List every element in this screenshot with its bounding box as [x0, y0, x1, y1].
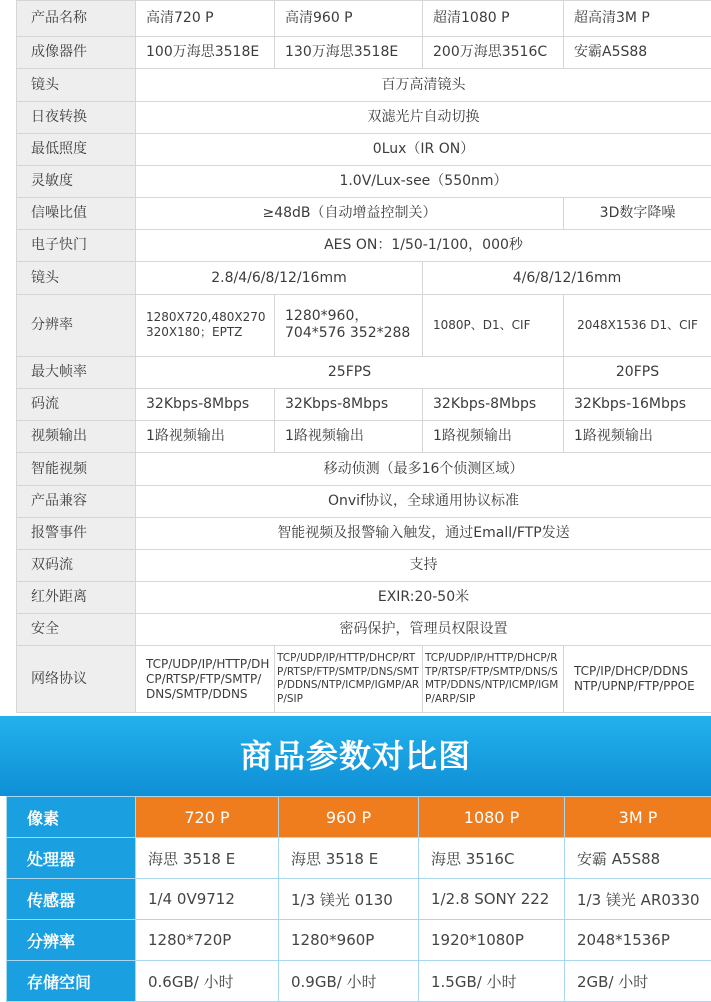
compare-label: 分辨率: [7, 920, 136, 961]
spec-row-alarm: [17, 517, 711, 549]
spec-row-day-night: [17, 101, 711, 133]
spec-cell: 0Lux（IR ON）: [136, 133, 711, 165]
spec-cell: 4/6/8/12/16mm: [423, 262, 711, 294]
spec-row-network-protocol: [17, 646, 711, 713]
spec-cell: AES ON：1/50-1/100，000秒: [136, 230, 711, 262]
spec-cell: 百万高清镜头: [136, 69, 711, 101]
compare-cell: 1920*1080P: [419, 920, 565, 961]
spec-row-dual-stream: [17, 549, 711, 581]
spec-cell: 超高清3M P: [564, 1, 711, 37]
spec-row-ir-distance: [17, 582, 711, 614]
spec-row-smart-video: [17, 453, 711, 485]
spec-cell: 安霸A5S88: [564, 37, 711, 69]
spec-table: [16, 0, 711, 713]
compare-cell: 1280*720P: [136, 920, 279, 961]
spec-cell: 密码保护，管理员权限设置: [136, 614, 711, 646]
spec-cell: 高清720 P: [136, 1, 275, 37]
spec-cell: 200万海思3516C: [423, 37, 564, 69]
spec-label: 灵敏度: [17, 165, 136, 197]
spec-cell: EXIR:20-50米: [136, 582, 711, 614]
spec-label: 镜头: [17, 262, 136, 294]
compare-cell: 1/2.8 SONY 222: [419, 879, 565, 920]
compare-cell: 2048*1536P: [565, 920, 711, 961]
spec-cell: TCP/UDP/IP/HTTP/DHCP/RTSP/FTP/SMTP/DNS/SMTP/DDNS: [136, 646, 275, 713]
spec-row-imager: [17, 37, 711, 69]
compare-header-cell: 960 P: [279, 797, 419, 838]
spec-label: 产品名称: [17, 1, 136, 37]
spec-label: 智能视频: [17, 453, 136, 485]
spec-cell: 1280X720,480X270 320X180；EPTZ: [136, 294, 275, 356]
spec-cell: 32Kbps-16Mbps: [564, 389, 711, 421]
spec-cell: 130万海思3518E: [275, 37, 423, 69]
spec-label: 红外距离: [17, 582, 136, 614]
spec-cell: TCP/IP/DHCP/DDNS NTP/UPNP/FTP/PPOE: [564, 646, 711, 713]
compare-row-processor: [7, 838, 711, 879]
spec-cell: 双滤光片自动切换: [136, 101, 711, 133]
spec-cell: 32Kbps-8Mbps: [275, 389, 423, 421]
spec-row-compatibility: [17, 485, 711, 517]
compare-cell: 1/3 镁光 AR0330: [565, 879, 711, 920]
compare-header-row: [7, 797, 711, 838]
compare-label: 处理器: [7, 838, 136, 879]
spec-cell: 3D数字降噪: [564, 198, 711, 230]
spec-cell: ≥48dB（自动增益控制关）: [136, 198, 564, 230]
spec-cell: 高清960 P: [275, 1, 423, 37]
spec-label: 视频输出: [17, 421, 136, 453]
spec-cell: 1路视频输出: [136, 421, 275, 453]
compare-header-cell: 3M P: [565, 797, 711, 838]
spec-row-snr: [17, 198, 711, 230]
spec-cell: 移动侦测（最多16个侦测区域）: [136, 453, 711, 485]
spec-label: 最大帧率: [17, 356, 136, 388]
spec-cell: 2048X1536 D1、CIF: [564, 294, 711, 356]
compare-cell: 安霸 A5S88: [565, 838, 711, 879]
spec-row-sensitivity: [17, 165, 711, 197]
spec-label: 成像器件: [17, 37, 136, 69]
spec-label: 信噪比值: [17, 198, 136, 230]
spec-cell: 1080P、D1、CIF: [423, 294, 564, 356]
spec-cell: 25FPS: [136, 356, 564, 388]
spec-cell: 1280*960，704*576 352*288: [275, 294, 423, 356]
comparison-banner: [0, 716, 711, 796]
spec-cell: 32Kbps-8Mbps: [136, 389, 275, 421]
spec-cell: TCP/UDP/IP/HTTP/DHCP/RTP/RTSP/FTP/SMTP/DNS/SMTP/DDNS/NTP/ICMP/IGMP/ARP/SIP: [423, 646, 564, 713]
banner-title: 商品参数对比图: [239, 737, 471, 775]
spec-label: 码流: [17, 389, 136, 421]
compare-header-cell: 1080 P: [419, 797, 565, 838]
spec-cell: 20FPS: [564, 356, 711, 388]
spec-label: 最低照度: [17, 133, 136, 165]
spec-row-min-illumination: [17, 133, 711, 165]
spec-label: 产品兼容: [17, 485, 136, 517]
compare-cell: 海思 3516C: [419, 838, 565, 879]
spec-cell: Onvif协议，全球通用协议标准: [136, 485, 711, 517]
spec-label: 电子快门: [17, 230, 136, 262]
spec-cell: 超清1080 P: [423, 1, 564, 37]
compare-cell: 1/4 0V9712: [136, 879, 279, 920]
spec-cell: 1路视频输出: [275, 421, 423, 453]
compare-cell: 0.9GB/ 小时: [279, 961, 419, 1002]
spec-row-lens: [17, 69, 711, 101]
compare-row-sensor: [7, 879, 711, 920]
spec-label: 日夜转换: [17, 101, 136, 133]
spec-cell: 32Kbps-8Mbps: [423, 389, 564, 421]
compare-header-cell: 720 P: [136, 797, 279, 838]
spec-cell: 100万海思3518E: [136, 37, 275, 69]
spec-row-resolution: [17, 294, 711, 356]
spec-cell: 支持: [136, 549, 711, 581]
spec-cell: TCP/UDP/IP/HTTP/DHCP/RTP/RTSP/FTP/SMTP/DNS/SMTP/DDNS/NTP/ICMP/IGMP/ARP/SIP: [275, 646, 423, 713]
compare-cell: 海思 3518 E: [279, 838, 419, 879]
compare-cell: 海思 3518 E: [136, 838, 279, 879]
compare-row-resolution: [7, 920, 711, 961]
comparison-table: [6, 796, 711, 1002]
spec-label: 双码流: [17, 549, 136, 581]
spec-row-video-output: [17, 421, 711, 453]
spec-row-shutter: [17, 230, 711, 262]
spec-label: 分辨率: [17, 294, 136, 356]
spec-label: 报警事件: [17, 517, 136, 549]
compare-cell: 1280*960P: [279, 920, 419, 961]
spec-row-lens-focal: [17, 262, 711, 294]
spec-row-security: [17, 614, 711, 646]
spec-label: 网络协议: [17, 646, 136, 713]
compare-row-storage: [7, 961, 711, 1002]
compare-label: 存储空间: [7, 961, 136, 1002]
spec-cell: 1路视频输出: [564, 421, 711, 453]
compare-label: 传感器: [7, 879, 136, 920]
spec-cell: 智能视频及报警输入触发，通过Emall/FTP发送: [136, 517, 711, 549]
spec-label: 镜头: [17, 69, 136, 101]
spec-row-bitrate: [17, 389, 711, 421]
spec-cell: 2.8/4/6/8/12/16mm: [136, 262, 423, 294]
spec-row-product-name: [17, 1, 711, 37]
compare-cell: 2GB/ 小时: [565, 961, 711, 1002]
spec-cell: 1.0V/Lux-see（550nm）: [136, 165, 711, 197]
compare-cell: 0.6GB/ 小时: [136, 961, 279, 1002]
spec-row-max-fps: [17, 356, 711, 388]
compare-cell: 1.5GB/ 小时: [419, 961, 565, 1002]
compare-header-label: 像素: [7, 797, 136, 838]
spec-label: 安全: [17, 614, 136, 646]
compare-cell: 1/3 镁光 0130: [279, 879, 419, 920]
spec-cell: 1路视频输出: [423, 421, 564, 453]
